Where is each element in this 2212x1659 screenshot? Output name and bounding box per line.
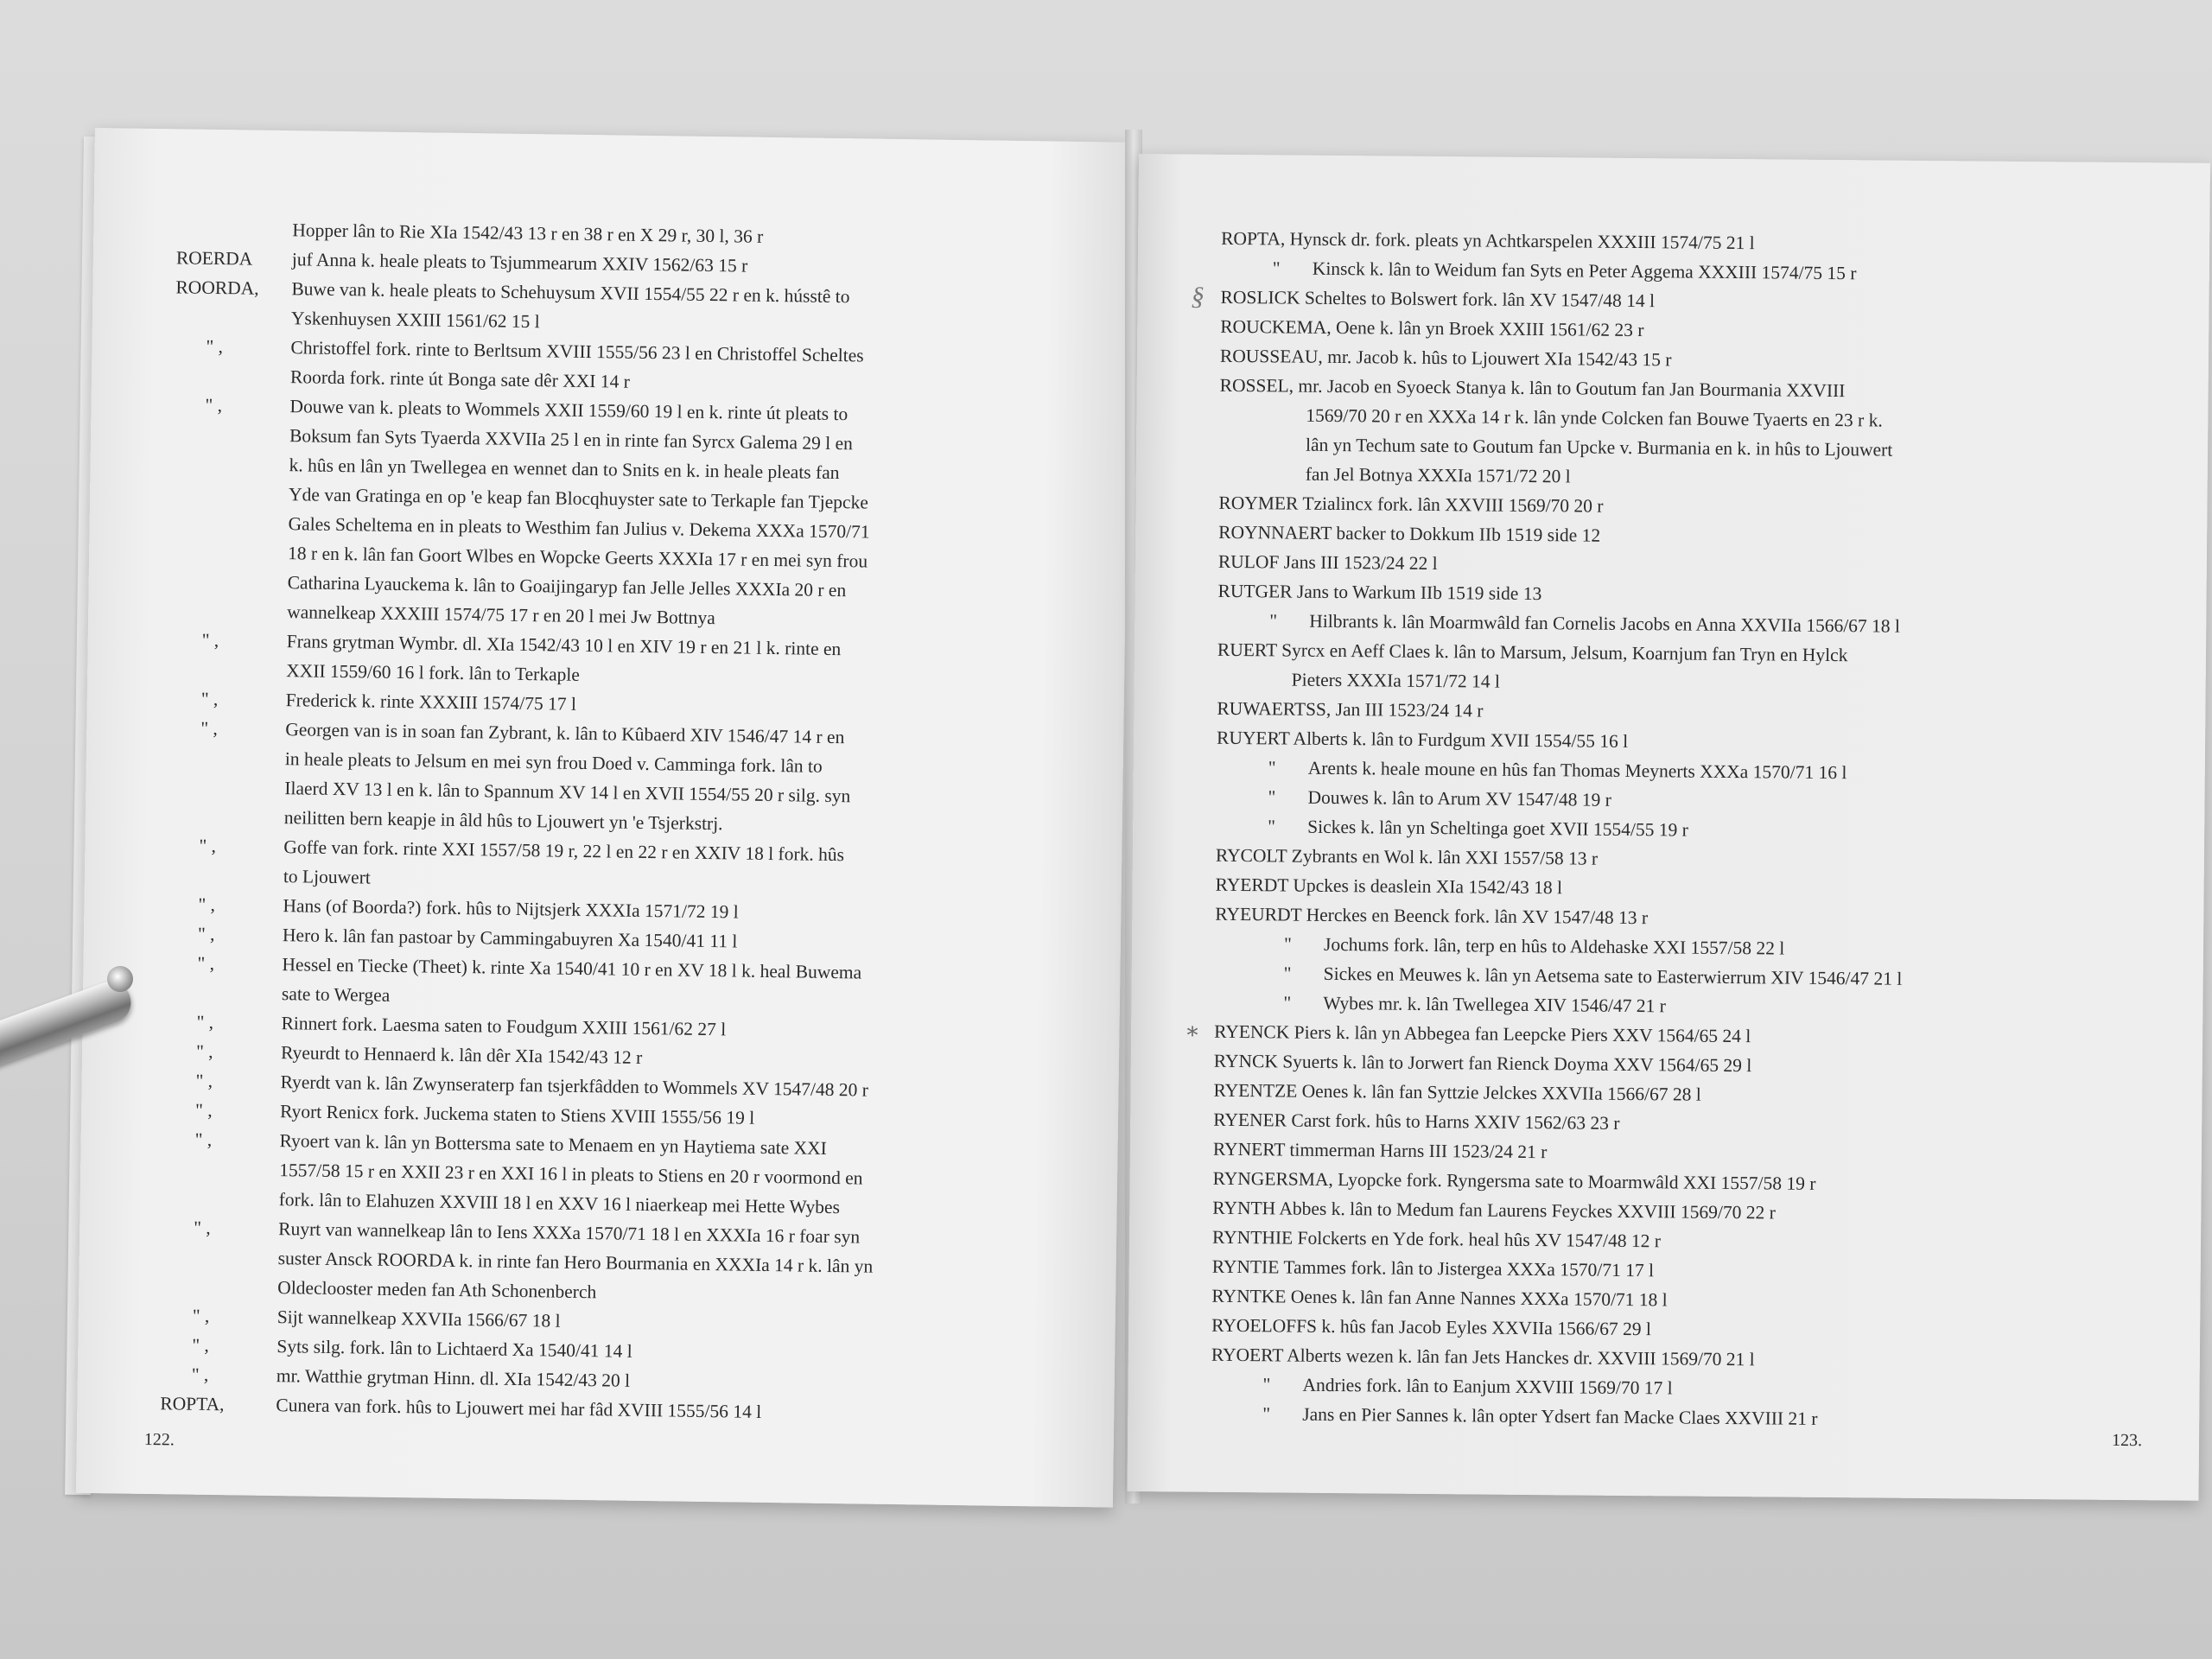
entry-text-line: RYNGERSMA, Lyopcke fork. Ryngersma sate to Moarmwâld XXI 1557/58 19 r bbox=[1212, 1167, 1816, 1194]
entry-text-line: Cunera van fork. hûs to Ljouwert mei har fâd XVIII 1555/56 14 l bbox=[276, 1395, 762, 1422]
entry-text-line: in heale pleats to Jelsum en mei syn frou Doed v. Camminga fork. lân to bbox=[284, 748, 823, 777]
entry-text-line: Jans en Pier Sannes k. lân opter Ydsert fan Macke Claes XXVIII 21 r bbox=[1302, 1403, 1818, 1429]
entry-text-line: RYENER Carst fork. hûs to Harns XXIV 1562/63 23 r bbox=[1213, 1109, 1620, 1134]
ditto-mark: " , bbox=[197, 923, 215, 945]
entry-text-line: Oldeclooster meden fan Ath Schonenberch bbox=[277, 1277, 597, 1303]
entry-text-line: RUTGER Jans to Warkum IIb 1519 side 13 bbox=[1217, 580, 1542, 605]
ditto-mark: " bbox=[1269, 610, 1278, 632]
entry-text-line: Boksum fan Syts Tyaerda XXVIIa 25 l en in rinte fan Syrcx Galema 29 l en bbox=[289, 425, 854, 454]
ditto-mark: " bbox=[1262, 1403, 1271, 1425]
entry-text-line: Syts silg. fork. lân to Lichtaerd Xa 1540/41 14 l bbox=[276, 1336, 632, 1362]
entry-text-line: 1557/58 15 r en XXII 23 r en XXI 16 l in pleats to Stiens en 20 r voormond en bbox=[279, 1160, 863, 1189]
entry-text-line: Sickes k. lân yn Scheltinga goet XVII 1554/55 19 r bbox=[1307, 816, 1688, 841]
entry-text-line: Sijt wannelkeap XXVIIa 1566/67 18 l bbox=[276, 1306, 561, 1332]
entry-text-line: Ryerdt van k. lân Zwynseraterp fan tsjerkfâdden to Wommels XV 1547/48 20 r bbox=[280, 1071, 869, 1101]
entry-text-line: RUWAERTSS, Jan III 1523/24 14 r bbox=[1217, 697, 1484, 721]
ditto-mark: " bbox=[1272, 257, 1281, 279]
ditto-mark: " , bbox=[192, 1305, 210, 1326]
entry-text-line: neilitten bern keapje in âld hûs to Ljouwert yn 'e Tsjerkstrj. bbox=[283, 807, 723, 835]
entry-text-line: ROSLICK Scheltes to Bolswert fork. lân XV 1547/48 14 l bbox=[1220, 286, 1656, 312]
ditto-mark: " bbox=[1268, 757, 1276, 779]
ditto-mark: " , bbox=[191, 1363, 209, 1385]
index-entry bbox=[1135, 634, 2207, 702]
entry-text-line: Hero k. lân fan pastoar by Cammingabuyren Xa 1540/41 11 l bbox=[282, 925, 738, 952]
entry-text-line: RYOERT Alberts wezen k. lân fan Jets Hanckes dr. XXVIII 1569/70 21 l bbox=[1211, 1344, 1755, 1370]
ditto-mark: " bbox=[1268, 786, 1276, 808]
entry-text-line: mr. Watthie grytman Hinn. dl. XIa 1542/43 20 l bbox=[276, 1365, 631, 1391]
entry-text-line: RYNTHIE Folckerts en Yde fork. heal hûs XV 1547/48 12 r bbox=[1211, 1226, 1662, 1252]
ditto-mark: " bbox=[1283, 963, 1292, 984]
entry-text-line: Kinsck k. lân to Weidum fan Syts en Peter Aggema XXXIII 1574/75 15 r bbox=[1312, 257, 1857, 284]
entry-text-line: Hilbrants k. lân Moarmwâld fan Cornelis Jacobs en Anna XXVIIa 1566/67 18 l bbox=[1309, 610, 1901, 637]
entry-text-line: RYNTKE Oenes k. lân fan Anne Nannes XXXa 1570/71 18 l bbox=[1211, 1285, 1668, 1311]
entry-text-line: RYEURDT Herckes en Beenck fork. lân XV 1547/48 13 r bbox=[1215, 903, 1649, 929]
ditto-mark: " bbox=[1268, 816, 1276, 837]
entry-text-line: Frans grytman Wymbr. dl. XIa 1542/43 10 l en XIV 19 r en 21 l k. rinte en bbox=[286, 631, 842, 660]
ditto-mark: " , bbox=[195, 1070, 213, 1092]
entry-text-line: ROPTA, Hynsck dr. fork. pleats yn Achtkarspelen XXXIII 1574/75 21 l bbox=[1221, 227, 1755, 254]
entry-text-line: Douwe van k. pleats to Wommels XXII 1559/60 19 l en k. rinte út pleats to bbox=[289, 396, 849, 425]
entry-text-line: Hopper lân to Rie XIa 1542/43 13 r en 38 r en X 29 r, 30 l, 36 r bbox=[292, 219, 764, 247]
index-entry bbox=[79, 1211, 1116, 1314]
ditto-mark: " , bbox=[197, 952, 215, 975]
entry-text-line: RYOELOFFS k. hûs fan Jacob Eyles XXVIIa 1566/67 29 l bbox=[1211, 1314, 1652, 1340]
entry-text-line: RYENTZE Oenes k. lân fan Syttzie Jelckes XXVIIa 1566/67 28 l bbox=[1213, 1079, 1701, 1105]
ditto-mark: " bbox=[1283, 992, 1292, 1014]
entry-text-line: ROUCKEMA, Oene k. lân yn Broek XXIII 1561/62 23 r bbox=[1220, 315, 1644, 341]
entry-text-line: Hessel en Tiecke (Theet) k. rinte Xa 1540/41 10 r en XV 18 l k. heal Buwema bbox=[282, 954, 862, 983]
left-page bbox=[76, 128, 1132, 1508]
entry-text-line: fan Jel Botnya XXXIa 1571/72 20 l bbox=[1305, 463, 1571, 487]
entry-text-line: juf Anna k. heale pleats to Tsjummearum XXIV 1562/63 15 r bbox=[291, 249, 748, 276]
ditto-mark: " , bbox=[200, 688, 219, 710]
entry-text-line: Jochums fork. lân, terp en hûs to Aldehaske XXI 1557/58 22 l bbox=[1323, 933, 1785, 959]
entry-surname: ROPTA, bbox=[160, 1393, 225, 1415]
right-page-entries bbox=[1128, 223, 2209, 1437]
entry-text-line: Ruyrt van wannelkeap lân to Iens XXXa 1570/71 18 l en XXXIa 16 r foar syn bbox=[278, 1218, 861, 1248]
entry-text-line: 1569/70 20 r en XXXa 14 r k. lân ynde Colcken fan Bouwe Tyaerts en 23 r k. bbox=[1306, 404, 1883, 431]
index-entry bbox=[88, 389, 1128, 639]
ditto-mark: " , bbox=[201, 629, 219, 652]
left-page-entries bbox=[77, 213, 1130, 1432]
entry-text-line: Ryort Renicx fork. Juckema staten to Stiens XVIII 1555/56 19 l bbox=[279, 1101, 755, 1128]
ditto-mark: " , bbox=[206, 335, 224, 358]
ditto-mark: " bbox=[1262, 1374, 1271, 1395]
entry-text-line: ROYNNAERT backer to Dokkum IIb 1519 side 12 bbox=[1218, 521, 1601, 546]
left-page-number: 122. bbox=[143, 1429, 175, 1450]
entry-text-line: wannelkeap XXXIII 1574/75 17 r en 20 l mei Jw Bottnya bbox=[287, 601, 715, 629]
entry-text-line: 18 r en k. lân fan Goort Wlbes en Wopcke Geerts XXXIa 17 r en mei syn frou bbox=[287, 543, 868, 572]
entry-text-line: Goffe van fork. rinte XXI 1557/58 19 r, 22 l en 22 r en XXIV 18 l fork. hûs bbox=[283, 836, 845, 866]
entry-surname: ROERDA bbox=[175, 247, 253, 270]
entry-text-line: RYNTIE Tammes fork. lân to Jistergea XXXa 1570/71 17 l bbox=[1211, 1255, 1655, 1281]
entry-text-line: ROUSSEAU, mr. Jacob k. hûs to Ljouwert XIa 1542/43 15 r bbox=[1219, 345, 1672, 371]
entry-text-line: Roorda fork. rinte út Bonga sate dêr XXI 14 r bbox=[289, 366, 631, 392]
entry-text-line: suster Ansck ROORDA k. in rinte fan Hero Bourmania en XXXIa 14 r k. lân yn bbox=[277, 1248, 874, 1277]
ditto-mark: " , bbox=[192, 1334, 210, 1356]
entry-text-line: Arents k. heale moune en hûs fan Thomas Meynerts XXXa 1570/71 16 l bbox=[1307, 757, 1847, 784]
index-entry bbox=[86, 712, 1124, 844]
entry-text-line: XXII 1559/60 16 l fork. lân to Terkaple bbox=[286, 660, 581, 685]
index-entry bbox=[79, 1123, 1117, 1226]
entry-text-line: Gales Scheltema en in pleats to Westhim fan Julius v. Dekema XXXa 1570/71 bbox=[288, 513, 870, 543]
entry-text-line: Catharina Lyauckema k. lân to Goaijingaryp fan Jelle Jelles XXXIa 20 r en bbox=[287, 572, 847, 601]
entry-text-line: RUYERT Alberts k. lân to Furdgum XVII 1554/55 16 l bbox=[1217, 727, 1629, 752]
entry-text-line: sate to Wergea bbox=[281, 983, 391, 1006]
handwritten-margin-mark-icon: § bbox=[1191, 282, 1205, 311]
entry-surname: ROORDA, bbox=[175, 276, 259, 299]
entry-text-line: RYCOLT Zybrants en Wol k. lân XXI 1557/58 13 r bbox=[1215, 844, 1599, 869]
entry-text-line: Yskenhuysen XXIII 1561/62 15 l bbox=[290, 308, 540, 333]
entry-text-line: Wybes mr. k. lân Twellegea XIV 1546/47 21 r bbox=[1323, 992, 1667, 1017]
entry-text-line: Georgen van is in soan fan Zybrant, k. lân to Kûbaerd XIV 1546/47 14 r en bbox=[285, 719, 845, 748]
ditto-mark: " , bbox=[195, 1040, 213, 1063]
entry-text-line: Andries fork. lân to Eanjum XXVIII 1569/70 17 l bbox=[1302, 1374, 1673, 1399]
entry-text-line: Ilaerd XV 13 l en k. lân to Spannum XV 14 l en XVII 1554/55 20 r silg. syn bbox=[284, 778, 851, 807]
ditto-mark: " , bbox=[194, 1128, 213, 1151]
entry-text-line: k. hûs en lân yn Twellegea en wennet dan to Snits en k. in heale pleats fan bbox=[289, 454, 840, 484]
ditto-mark: " , bbox=[194, 1099, 213, 1122]
entry-text-line: Pieters XXXIa 1571/72 14 l bbox=[1291, 669, 1501, 692]
entry-text-line: RYNCK Syuerts k. lân to Jorwert fan Rienck Doyma XXV 1564/65 29 l bbox=[1213, 1050, 1752, 1077]
entry-text-line: Douwes k. lân to Arum XV 1547/48 19 r bbox=[1307, 786, 1611, 810]
ditto-mark: " , bbox=[194, 1217, 211, 1238]
entry-text-line: lân yn Techum sate to Goutum fan Upcke v. Burmania en k. in hûs to Ljouwert bbox=[1305, 434, 1893, 461]
entry-text-line: Frederick k. rinte XXXIII 1574/75 17 l bbox=[285, 690, 577, 715]
entry-text-line: Hans (of Boorda?) fork. hûs to Nijtsjerk XXXIa 1571/72 19 l bbox=[283, 895, 739, 923]
ditto-mark: " bbox=[1283, 933, 1292, 955]
entry-text-line: RUERT Syrcx en Aeff Claes k. lân to Marsum, Jelsum, Koarnjum fan Tryn en Hylck bbox=[1217, 639, 1848, 666]
entry-text-line: to Ljouwert bbox=[283, 866, 372, 888]
entry-text-line: RYENCK Piers k. lân yn Abbegea fan Leepcke Piers XXV 1564/65 24 l bbox=[1214, 1020, 1751, 1047]
entry-text-line: Christoffel fork. rinte to Berltsum XVIII 1555/56 23 l en Christoffel Scheltes bbox=[290, 337, 864, 366]
right-page-number: 123. bbox=[2111, 1430, 2143, 1451]
pen-tip bbox=[107, 966, 133, 992]
ditto-mark: " , bbox=[199, 835, 217, 857]
ditto-mark: " , bbox=[198, 893, 216, 916]
entry-text-line: RYNERT timmerman Harns III 1523/24 21 r bbox=[1212, 1138, 1548, 1163]
entry-text-line: Buwe van k. heale pleats to Schehuysum XVII 1554/55 22 r en k. hússtê to bbox=[291, 278, 850, 308]
ditto-mark: " , bbox=[200, 717, 219, 740]
entry-text-line: Ryeurdt to Hennaerd k. lân dêr XIa 1542/43 12 r bbox=[280, 1042, 643, 1068]
entry-text-line: ROYMER Tzialincx fork. lân XXVIII 1569/70 20 r bbox=[1218, 492, 1604, 517]
index-entry bbox=[1136, 370, 2209, 497]
entry-text-line: Sickes en Meuwes k. lân yn Aetsema sate to Easterwierrum XIV 1546/47 21 l bbox=[1323, 963, 1903, 989]
entry-text-line: RYNTH Abbes k. lân to Medum fan Laurens Feyckes XXVIII 1569/70 22 r bbox=[1212, 1197, 1776, 1224]
entry-text-line: RULOF Jans III 1523/24 22 l bbox=[1217, 550, 1438, 575]
entry-text-line: ROSSEL, mr. Jacob en Syoeck Stanya k. lân to Goutum fan Jan Bourmania XXVIII bbox=[1219, 374, 1846, 402]
ditto-mark: " , bbox=[196, 1011, 214, 1033]
entry-text-line: Yde van Gratinga en op 'e keap fan Blocqhuyster sate to Terkaple fan Tjepcke bbox=[288, 484, 869, 513]
ditto-mark: " , bbox=[205, 394, 223, 416]
entry-text-line: Ryoert van k. lân yn Bottersma sate to Menaem en yn Haytiema sate XXI bbox=[279, 1130, 827, 1159]
right-page bbox=[1127, 154, 2209, 1501]
entry-text-line: Rinnert fork. Laesma saten to Foudgum XXIII 1561/62 27 l bbox=[281, 1013, 727, 1040]
asterisk-margin-mark-icon: ∗ bbox=[1185, 1018, 1200, 1044]
entry-text-line: fork. lân to Elahuzen XXVIII 18 l en XXV 16 l niaerkeap mei Hette Wybes bbox=[278, 1189, 841, 1218]
entry-text-line: RYERDT Upckes is deaslein XIa 1542/43 18 l bbox=[1215, 874, 1563, 899]
